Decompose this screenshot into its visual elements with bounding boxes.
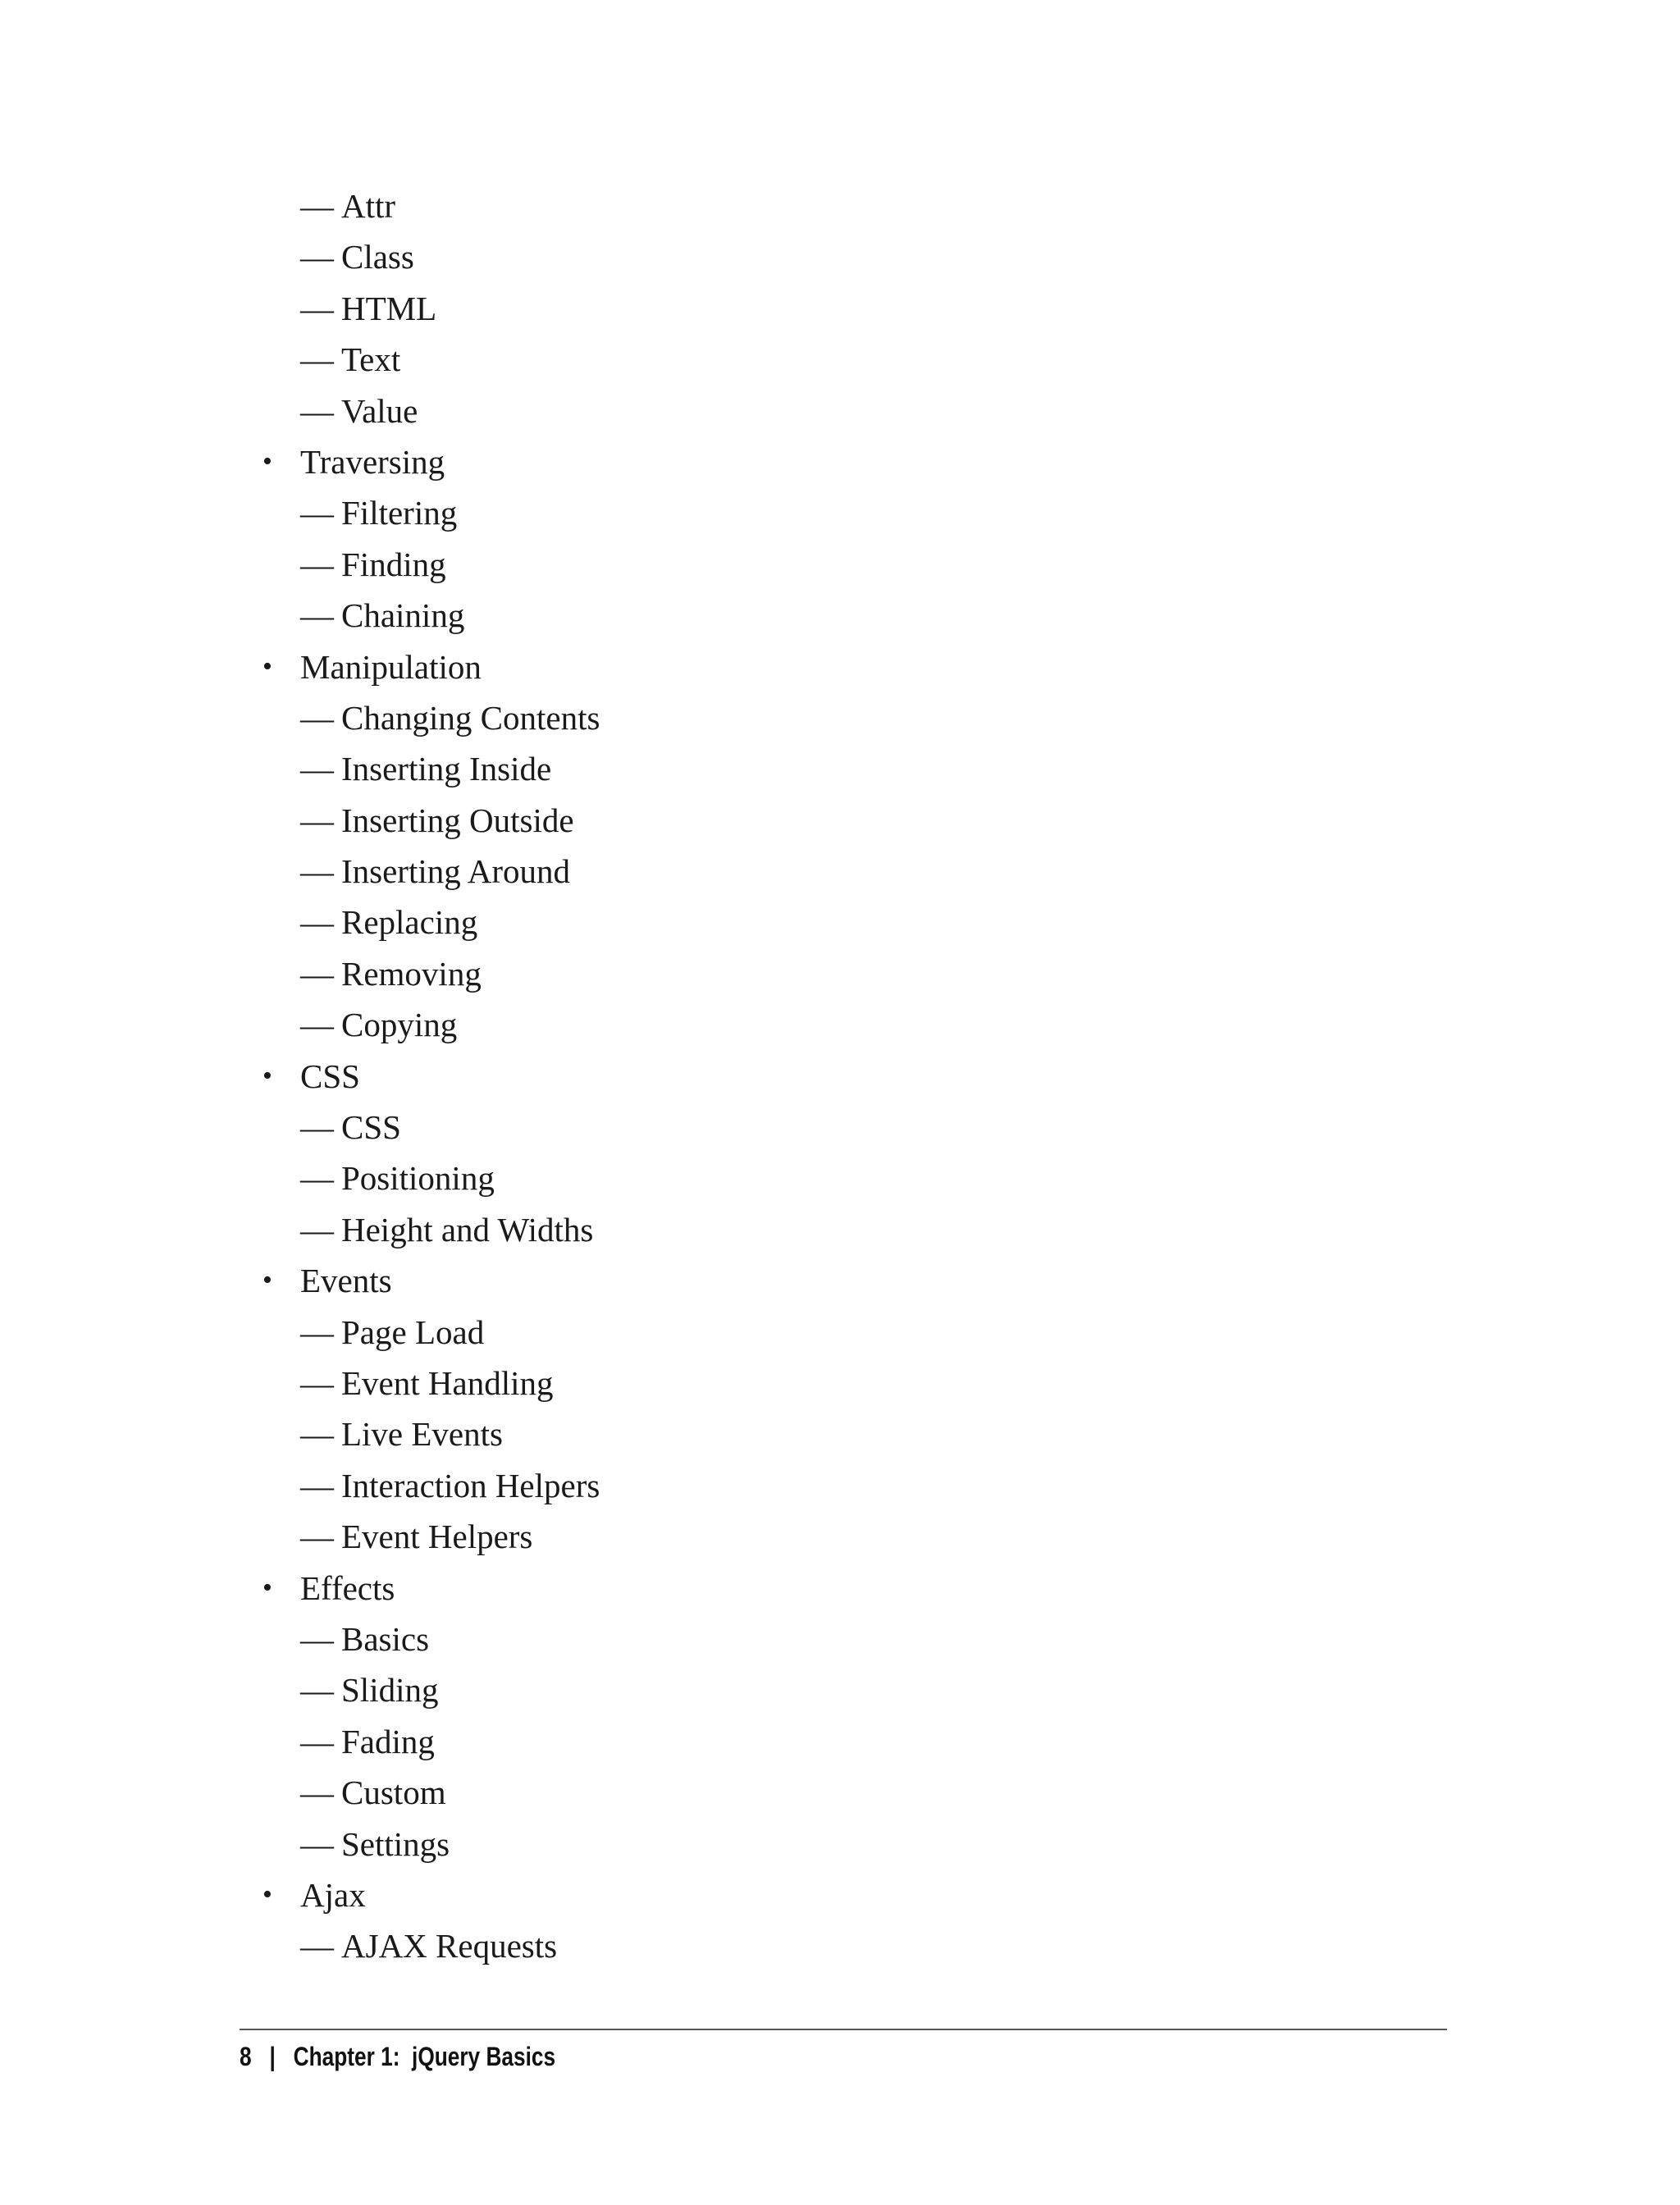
dash-marker: — xyxy=(300,1927,334,1965)
footer-rule xyxy=(240,2029,1447,2030)
list-item xyxy=(0,1664,1680,1715)
list-item xyxy=(0,1920,1680,1971)
dash-marker: — xyxy=(300,391,334,430)
dash-marker: — xyxy=(300,852,334,891)
list-item-label: Custom xyxy=(341,1774,446,1812)
list-item-label: Changing Contents xyxy=(341,698,600,737)
list-item xyxy=(0,1102,1680,1153)
list-item xyxy=(0,1358,1680,1408)
chapter-title: jQuery Basics xyxy=(412,2042,556,2071)
list-item xyxy=(0,795,1680,846)
dash-marker: — xyxy=(300,1774,334,1812)
list-item xyxy=(0,897,1680,947)
dash-marker: — xyxy=(300,1108,334,1147)
list-item-label: CSS xyxy=(300,1057,360,1095)
list-item-label: Fading xyxy=(341,1722,435,1760)
dash-marker: — xyxy=(300,1619,334,1658)
dash-marker: — xyxy=(300,698,334,737)
dash-marker: — xyxy=(300,903,334,942)
list-item xyxy=(0,999,1680,1050)
dash-marker: — xyxy=(300,1363,334,1402)
list-item-label: Finding xyxy=(341,545,446,583)
bullet-marker: • xyxy=(262,1879,272,1910)
list-item-label: Manipulation xyxy=(300,647,482,686)
list-item-heading xyxy=(0,436,1680,487)
list-item xyxy=(0,846,1680,897)
list-item-label: CSS xyxy=(341,1108,401,1147)
list-item xyxy=(0,1307,1680,1358)
list-item-label: Value xyxy=(341,391,418,430)
list-item-label: Live Events xyxy=(341,1415,503,1454)
list-item-label: Basics xyxy=(341,1619,430,1658)
dash-marker: — xyxy=(300,1312,334,1351)
list-item-label: Filtering xyxy=(341,494,458,532)
list-item-heading xyxy=(0,1255,1680,1306)
dash-marker: — xyxy=(300,1210,334,1249)
list-item xyxy=(0,283,1680,334)
list-item-heading xyxy=(0,1563,1680,1614)
list-item-heading xyxy=(0,1869,1680,1920)
bullet-marker: • xyxy=(262,1572,272,1603)
list-item-label: Text xyxy=(341,340,401,379)
list-item-label: Event Helpers xyxy=(341,1518,533,1556)
list-item-label: Settings xyxy=(341,1824,450,1863)
list-item-heading xyxy=(0,1051,1680,1102)
list-item-label: Ajax xyxy=(300,1875,366,1914)
list-item xyxy=(0,948,1680,999)
dash-marker: — xyxy=(300,596,334,635)
bullet-marker: • xyxy=(262,445,272,477)
list-item xyxy=(0,1716,1680,1767)
list-item-label: Copying xyxy=(341,1006,458,1044)
list-item xyxy=(0,1204,1680,1255)
dash-marker: — xyxy=(300,1159,334,1198)
list-item-label: Events xyxy=(300,1262,392,1300)
list-item xyxy=(0,1153,1680,1203)
list-item-label: Interaction Helpers xyxy=(341,1466,600,1504)
list-item-label: HTML xyxy=(341,289,437,327)
list-item-label: Inserting Around xyxy=(341,852,570,891)
list-item xyxy=(0,1460,1680,1511)
list-item-label: AJAX Requests xyxy=(341,1927,558,1965)
bullet-marker: • xyxy=(262,1060,272,1091)
list-item-label: Positioning xyxy=(341,1159,495,1198)
dash-marker: — xyxy=(300,187,334,225)
list-item-label: Inserting Inside xyxy=(341,750,552,788)
dash-marker: — xyxy=(300,289,334,327)
list-item-label: Event Handling xyxy=(341,1363,554,1402)
list-item xyxy=(0,539,1680,590)
list-item xyxy=(0,692,1680,743)
list-item-label: Height and Widths xyxy=(341,1210,594,1249)
dash-marker: — xyxy=(300,1006,334,1044)
list-item-label: Page Load xyxy=(341,1312,485,1351)
dash-marker: — xyxy=(300,954,334,993)
list-item-label: Inserting Outside xyxy=(341,801,574,839)
dash-marker: — xyxy=(300,1415,334,1454)
dash-marker: — xyxy=(300,340,334,379)
list-item xyxy=(0,1819,1680,1869)
list-item xyxy=(0,1767,1680,1818)
dash-marker: — xyxy=(300,750,334,788)
list-item-label: Sliding xyxy=(341,1671,439,1710)
list-item xyxy=(0,590,1680,641)
footer-separator: | xyxy=(269,2042,276,2071)
chapter-label: Chapter 1: xyxy=(293,2042,400,2071)
list-item xyxy=(0,231,1680,282)
list-item-label: Replacing xyxy=(341,903,478,942)
list-item xyxy=(0,334,1680,385)
list-item-label: Class xyxy=(341,238,414,276)
dash-marker: — xyxy=(300,1722,334,1760)
dash-marker: — xyxy=(300,801,334,839)
list-item-label: Traversing xyxy=(300,442,445,481)
page-number: 8 xyxy=(240,2042,252,2071)
dash-marker: — xyxy=(300,545,334,583)
list-item xyxy=(0,1511,1680,1562)
list-item-heading xyxy=(0,641,1680,692)
dash-marker: — xyxy=(300,1518,334,1556)
list-item xyxy=(0,180,1680,231)
list-item xyxy=(0,386,1680,436)
page-footer xyxy=(240,2039,555,2074)
dash-marker: — xyxy=(300,494,334,532)
list-item xyxy=(0,487,1680,538)
bullet-marker: • xyxy=(262,651,272,682)
dash-marker: — xyxy=(300,238,334,276)
dash-marker: — xyxy=(300,1466,334,1504)
list-item xyxy=(0,1408,1680,1459)
dash-marker: — xyxy=(300,1824,334,1863)
dash-marker: — xyxy=(300,1671,334,1710)
bullet-marker: • xyxy=(262,1265,272,1296)
list-item-label: Removing xyxy=(341,954,482,993)
outline-list xyxy=(0,180,1680,1972)
list-item-label: Effects xyxy=(300,1568,395,1607)
list-item-label: Attr xyxy=(341,187,396,225)
list-item xyxy=(0,1614,1680,1664)
list-item-label: Chaining xyxy=(341,596,465,635)
list-item xyxy=(0,743,1680,794)
